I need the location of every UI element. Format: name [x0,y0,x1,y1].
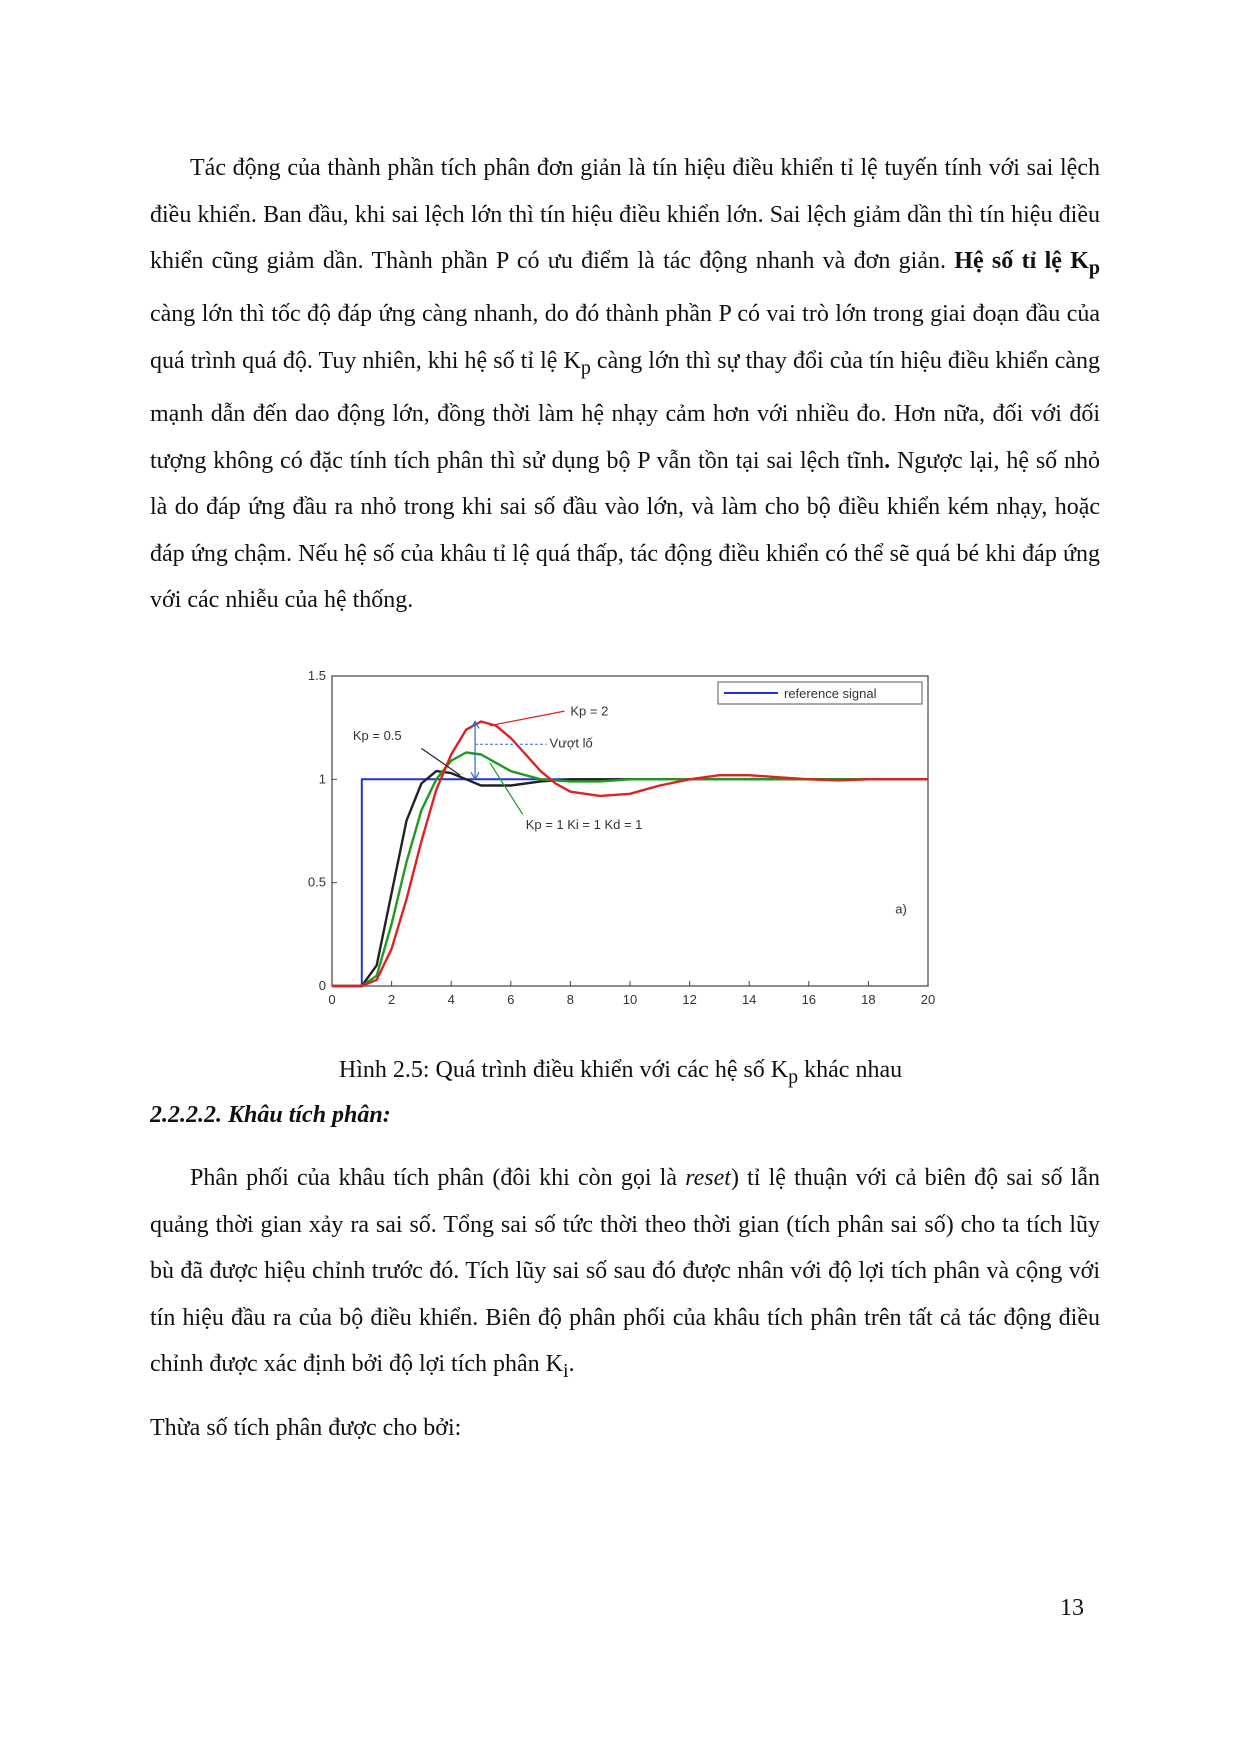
paragraph-proportional [150,145,1100,624]
paragraph2-period: . [568,1351,575,1377]
figure-caption-end: khác nhau [798,1057,903,1083]
x-tick-label-2: 4 [447,992,455,1007]
legend-label-reference: reference signal [784,686,877,701]
annotation-pid: Kp = 1 Ki = 1 Kd = 1 [525,816,643,832]
paragraph1-text-a: Tác động của thành phần tích phân đơn giản là tín hiệu điều khiển tỉ lệ tuyến tính với sai lệch điều khiển. Ban đầu, khi sai lệch lớn thì tín hiệu điều khiển lớn. Sai lệch giảm dần thì tín hiệu điều khiển cũng giảm dần. Thành phần P có ưu điểm là tác động nhanh và đơn giản. [150,155,1100,274]
x-tick-label-4: 8 [566,992,575,1007]
x-tick-label-1: 2 [387,992,396,1007]
x-tick-label-5: 10 [622,992,638,1007]
kp-subscript-2: p [580,356,591,379]
kp-subscript: p [1088,256,1101,279]
legend [718,682,922,704]
reset-italic: reset [685,1165,731,1191]
annotation-kp05: Kp = 0.5 [352,728,402,744]
paragraph2-text-b: ) tỉ lệ thuận với cả biên độ sai số lẫn quảng thời gian xảy ra sai số. Tổng sai số tức thời theo thời gian (tích phân sai số) cho ta tích lũy bù đã được hiệu chỉnh trước đó. Tích lũy sai số sau đó được nhân với độ lợi tích phân và cộng với tín hiệu đầu ra của bộ điều khiển. Biên độ phân phối của khâu tích phân trên tất cả tác động điều chỉnh được xác định bởi độ lợi tích phân K [150,1165,1100,1377]
annotation-panel: a) [895,901,907,917]
figure-caption-text: Hình 2.5: Quá trình điều khiển với các hệ số K [338,1057,789,1083]
bold-kp-phrase [954,248,1101,279]
x-tick-label-7: 14 [741,992,757,1007]
annotation-kp2: Kp = 2 [570,703,609,719]
paragraph2-text-a: Phân phối của khâu tích phân (đôi khi còn gọi là [190,1165,686,1191]
x-tick-label-0: 0 [328,992,336,1007]
x-tick-label-10: 20 [920,992,936,1007]
annotation-overshoot: Vượt lố [549,735,593,751]
paragraph1-text-d: Ngược lại, hệ số nhỏ là do đáp ứng đầu ra nhỏ trong khi sai số đầu vào lớn, và làm cho bộ điều khiển kém nhạy, hoặc đáp ứng chậm. Nếu hệ số của khâu tỉ lệ quá thấp, tác động điều khiển có thể sẽ quá bé khi đáp ứng với các nhiễu của hệ thống. [150,447,1101,614]
ki-subscript: i [563,1359,569,1382]
y-tick-label-1: 0.5 [307,874,326,890]
x-tick-label-8: 16 [801,992,817,1007]
bold-period: . [884,447,891,474]
y-tick-label-2: 1 [318,771,326,787]
caption-subscript: p [788,1065,799,1088]
figure-caption [0,1055,1241,1092]
page-number: 13 [1060,1595,1084,1621]
bold-kp-text: Hệ số tỉ lệ K [954,248,1089,274]
x-tick-label-3: 6 [507,992,515,1007]
y-tick-label-0: 0 [318,978,326,993]
paragraph1-text-c: càng lớn thì sự thay đổi của tín hiệu điều khiển càng mạnh dẫn đến dao động lớn, đồng thời làm hệ nhạy cảm hơn với nhiều đo. Hơn nữa, đối với đối tượng không có đặc tính tích phân thì sử dụng bộ P vẫn tồn tại sai lệch tĩnh [150,347,1101,474]
x-tick-label-9: 18 [861,992,876,1007]
paragraph1-text-b: càng lớn thì tốc độ đáp ứng càng nhanh, do đó thành phần P có vai trò lớn trong giai đoạn đầu của quá trình quá độ. Tuy nhiên, khi hệ số tỉ lệ K [150,301,1100,374]
paragraph-integral [150,1155,1100,1394]
step-response-chart [300,668,940,1023]
paragraph-integral-term: Thừa số tích phân được cho bởi: [150,1415,462,1441]
y-tick-label-3: 1.5 [307,668,326,683]
section-heading: 2.2.2.2. Khâu tích phân: [150,1102,391,1128]
x-tick-label-6: 12 [682,992,697,1007]
